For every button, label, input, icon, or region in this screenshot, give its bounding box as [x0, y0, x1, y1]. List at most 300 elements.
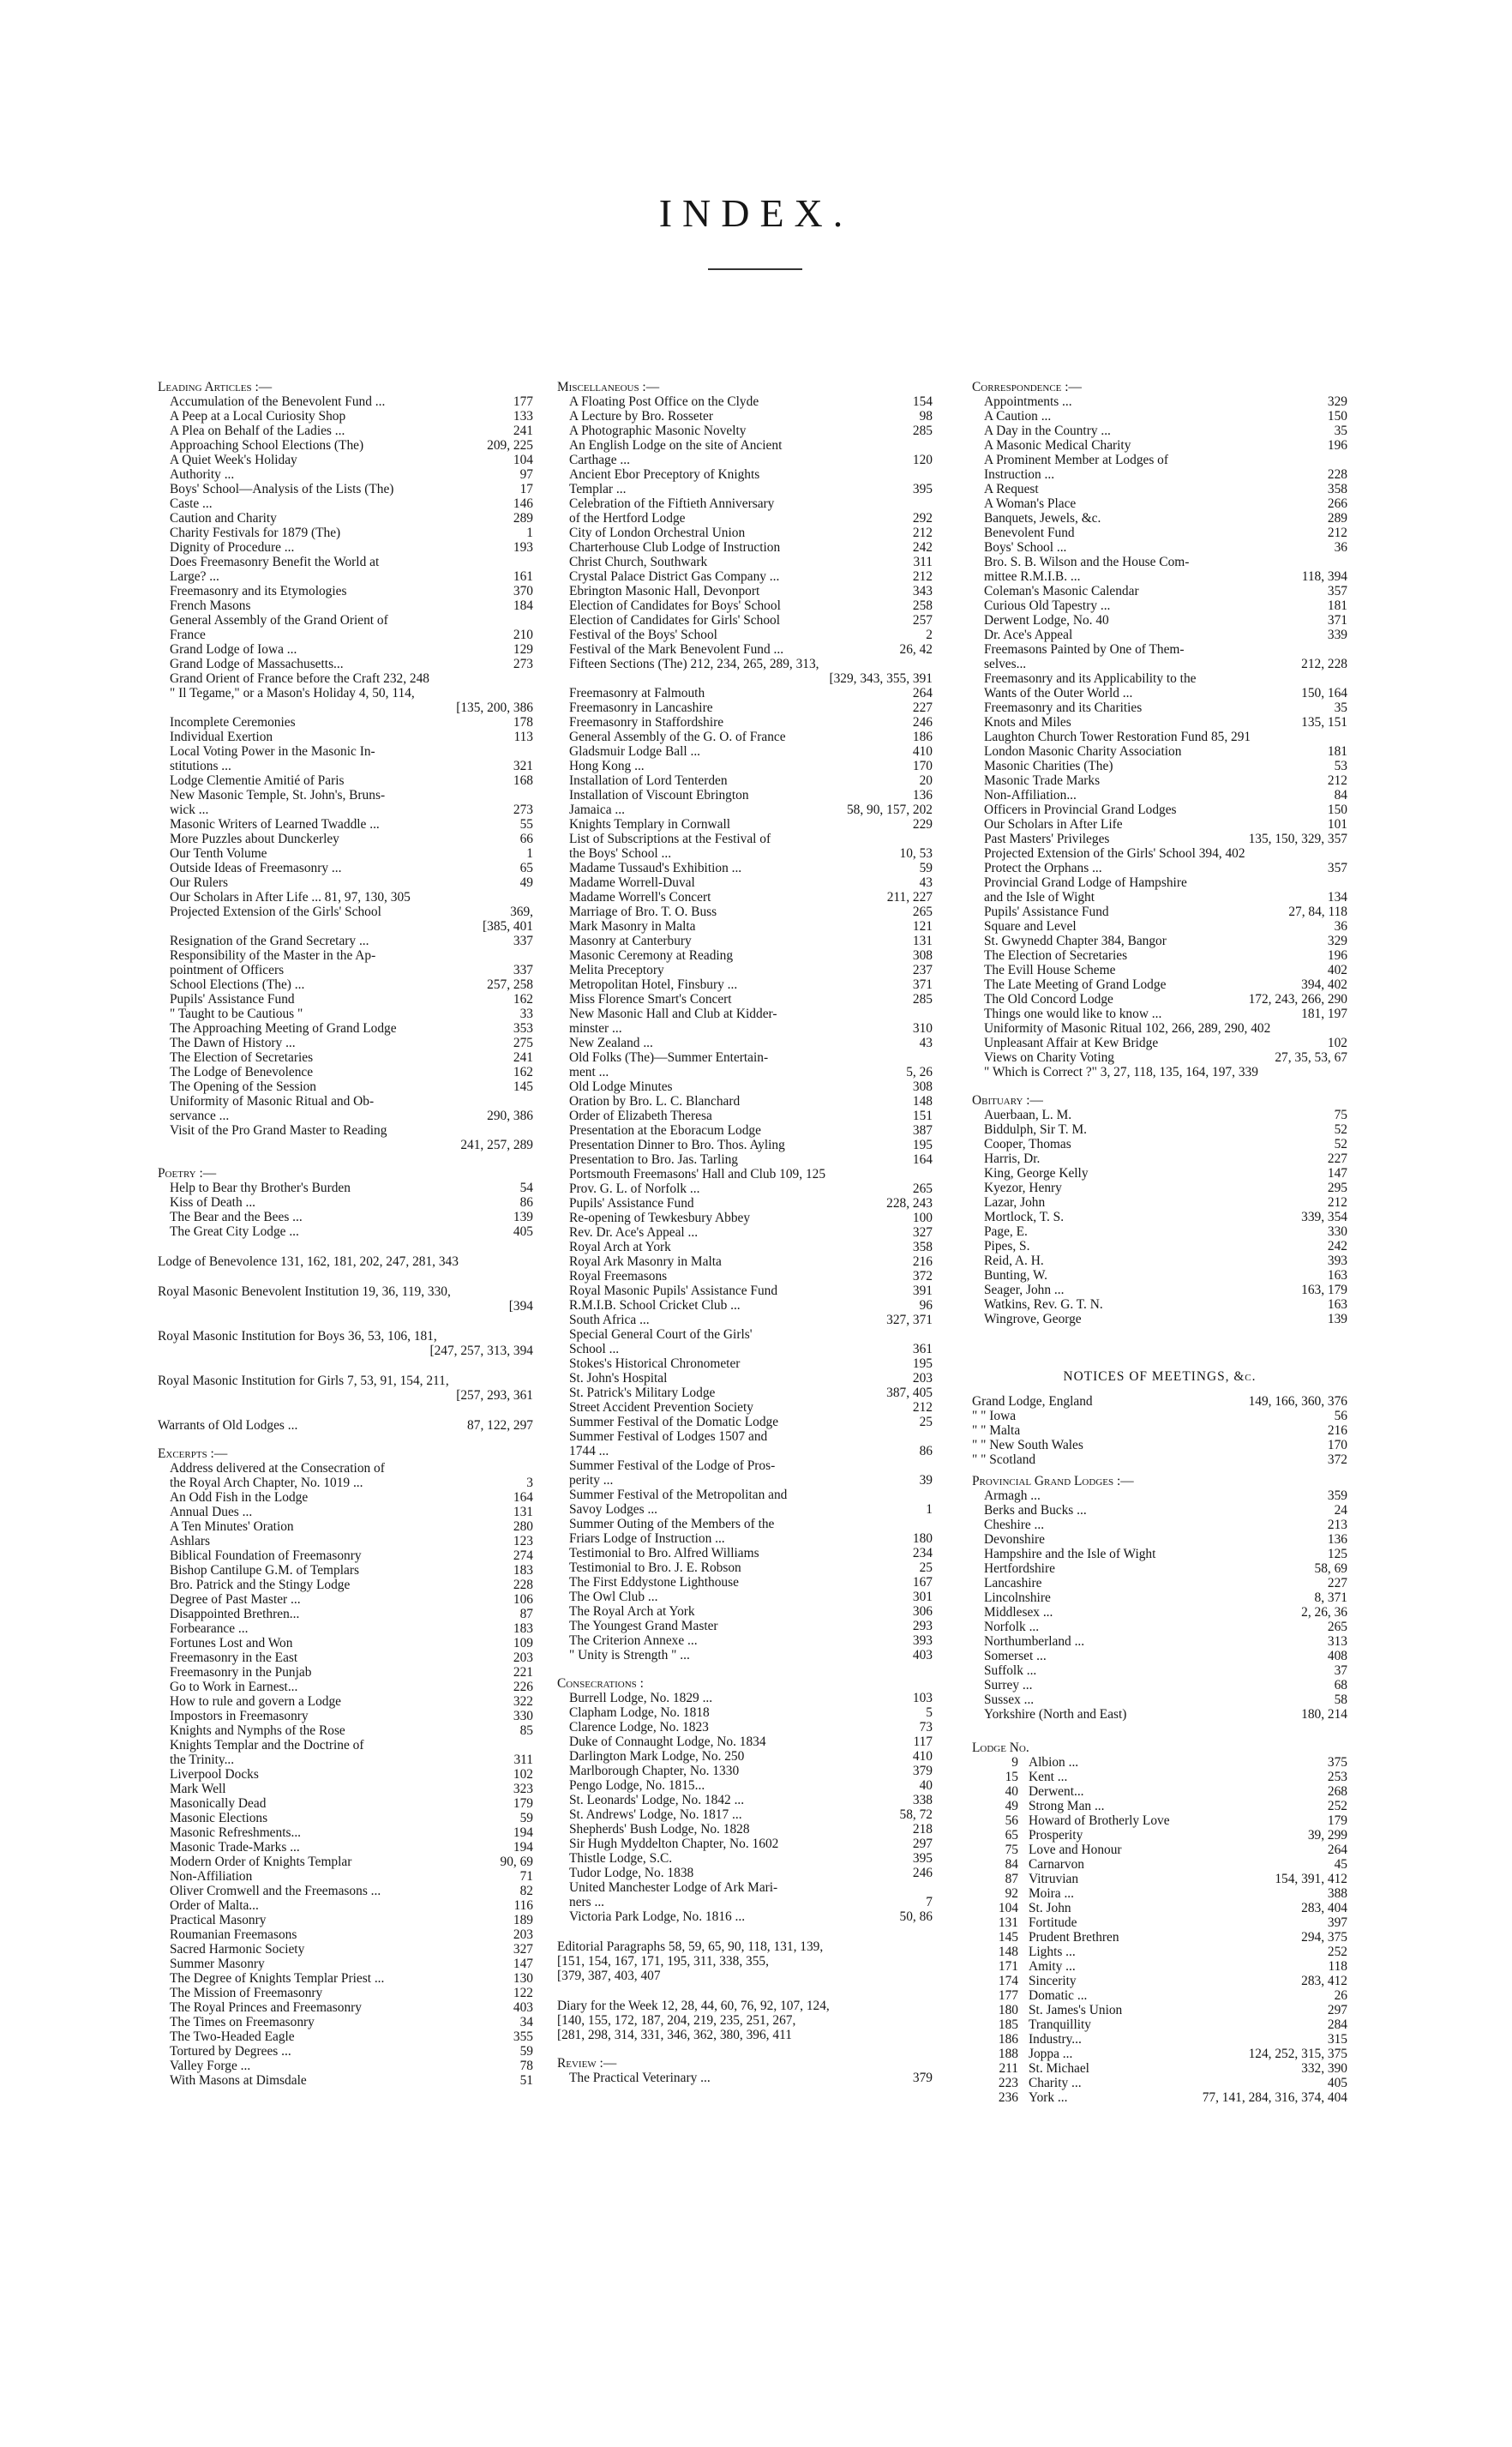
entry-pages	[929, 2013, 933, 2028]
lodge-name: St. Michael	[1029, 2061, 1089, 2076]
entry-pages	[929, 1954, 933, 1969]
entry-pages: 330	[1327, 1224, 1347, 1239]
index-entry	[557, 569, 933, 584]
lodge-entry	[972, 2076, 1347, 2090]
entry-pages: 395	[912, 482, 933, 496]
entry-pages: 24	[1334, 1503, 1347, 1518]
entry-title: The Election of Secretaries	[984, 948, 1128, 963]
entry-pages: 104	[513, 453, 533, 467]
entry-title: Masonic Refreshments...	[170, 1825, 302, 1840]
entry-title: Responsibility of the Master in the Ap-	[170, 948, 376, 963]
lodge-entry	[972, 1886, 1347, 1901]
entry-pages	[1344, 453, 1347, 467]
entry-title: Freemasonry in the Punjab	[170, 1665, 312, 1680]
entry-pages: 125	[1327, 1547, 1347, 1561]
entry-pages: 315	[1327, 2032, 1347, 2047]
index-entry	[557, 1196, 933, 1211]
entry-title: New Masonic Temple, St. John's, Bruns-	[170, 788, 386, 803]
entry-pages: 86	[519, 1195, 533, 1210]
entry-pages: 118	[1328, 1959, 1347, 1974]
page-title: INDEX.	[658, 191, 854, 235]
entry-pages: 87, 122, 297	[467, 1418, 533, 1433]
grand-lodge-list	[972, 1394, 1347, 1467]
entry-pages: 227	[1327, 1151, 1347, 1166]
index-entry	[557, 1895, 933, 1909]
lodge-number: 56	[1005, 1813, 1018, 1828]
entry-title: Freemasonry at Falmouth	[569, 686, 705, 700]
entry-pages: 65	[519, 861, 533, 875]
index-section	[158, 1374, 533, 1403]
entry-pages: 327, 371	[886, 1313, 933, 1327]
index-entry	[557, 1749, 933, 1764]
entry-title: Does Freemasonry Benefit the World at	[170, 555, 380, 569]
entry-pages: 135, 150, 329, 357	[1248, 832, 1347, 846]
entry-title: A Plea on Behalf of the Ladies ...	[170, 424, 345, 438]
index-column-1	[158, 374, 533, 2088]
entry-pages	[1344, 730, 1347, 744]
lodge-name: Kent ...	[1029, 1770, 1068, 1784]
index-entry	[158, 1723, 533, 1738]
entry-title: Madame Worrell-Duval	[569, 875, 695, 890]
entry-pages: 59	[519, 1811, 533, 1825]
index-entry	[158, 657, 533, 671]
index-entry	[158, 948, 533, 963]
entry-title: [379, 387, 403, 407	[557, 1969, 661, 1983]
entry-pages: 178	[513, 715, 533, 730]
index-entry	[557, 1851, 933, 1866]
index-entry	[972, 438, 1347, 453]
entry-pages: 194	[513, 1840, 533, 1855]
entry-pages: 387	[912, 1123, 933, 1138]
entry-title: London Masonic Charity Association	[984, 744, 1182, 759]
lodge-number: 177	[998, 1988, 1018, 2003]
entry-pages: 55	[519, 817, 533, 832]
entry-pages: 227	[1327, 1576, 1347, 1590]
entry-title: The Dawn of History ...	[170, 1036, 296, 1050]
entry-title: Appointments ...	[984, 394, 1072, 409]
index-entry	[158, 1461, 533, 1476]
index-entry	[557, 759, 933, 773]
lodge-number: 40	[1005, 1784, 1018, 1799]
entry-pages: 210	[513, 628, 533, 642]
entry-pages: 53	[1334, 759, 1347, 773]
entry-pages: 130	[513, 1971, 533, 1986]
entry-title: Middlesex ...	[984, 1605, 1053, 1620]
entry-title: Stokes's Historical Chronometer	[569, 1356, 741, 1371]
entry-pages: 241, 257, 289	[460, 1138, 533, 1152]
entry-title: An English Lodge on the site of Ancient	[569, 438, 783, 453]
entry-pages: 289	[1327, 511, 1347, 526]
entry-pages: 371	[1327, 613, 1347, 628]
entry-pages: 265	[1327, 1620, 1347, 1634]
index-entry	[557, 1109, 933, 1123]
entry-pages: 308	[912, 948, 933, 963]
index-entry	[557, 613, 933, 628]
entry-pages: 273	[513, 803, 533, 817]
entry-title: Cooper, Thomas	[984, 1137, 1071, 1151]
entry-pages: 150	[1327, 409, 1347, 424]
index-entry	[158, 1181, 533, 1195]
index-entry	[557, 1211, 933, 1225]
entry-title: Freemasonry and its Applicability to the	[984, 671, 1197, 686]
entry-pages	[530, 1461, 533, 1476]
index-entry	[158, 905, 533, 919]
entry-title: Uniformity of Masonic Ritual 102, 266, 289, 290, 402	[984, 1021, 1271, 1036]
entry-title: Help to Bear thy Brother's Burden	[170, 1181, 351, 1195]
index-entry	[972, 730, 1347, 744]
index-entry	[972, 1620, 1347, 1634]
entry-title: Rev. Dr. Ace's Appeal ...	[569, 1225, 699, 1240]
entry-pages: 113	[513, 730, 533, 744]
entry-pages: 212, 228	[1301, 657, 1347, 671]
lodge-name: York ...	[1029, 2090, 1068, 2105]
index-entry	[158, 730, 533, 744]
entry-pages: 170	[1327, 1438, 1347, 1452]
index-entry	[972, 1503, 1347, 1518]
entry-title: Festival of the Boys' School	[569, 628, 717, 642]
entry-title	[170, 700, 453, 715]
entry-pages: 85	[519, 1723, 533, 1738]
entry-pages: 203	[513, 1650, 533, 1665]
lodge-entry	[972, 2032, 1347, 2047]
entry-pages: 82	[519, 1884, 533, 1898]
index-entry	[972, 424, 1347, 438]
entry-pages: 265	[912, 905, 933, 919]
entry-pages: 229	[912, 817, 933, 832]
index-entry	[557, 1590, 933, 1604]
entry-title: Presentation at the Eboracum Lodge	[569, 1123, 761, 1138]
entry-title: Royal Masonic Institution for Girls 7, 53, 91, 154, 211,	[158, 1374, 449, 1388]
index-entry	[972, 496, 1347, 511]
entry-title: Re-opening of Tewkesbury Abbey	[569, 1211, 751, 1225]
entry-pages: 361	[912, 1342, 933, 1356]
index-entry	[158, 1957, 533, 1971]
index-entry	[972, 1518, 1347, 1532]
index-entry	[557, 1619, 933, 1633]
index-entry	[158, 1254, 533, 1269]
entry-pages: 34	[519, 2015, 533, 2029]
index-entry	[557, 526, 933, 540]
index-entry	[557, 1807, 933, 1822]
index-entry	[557, 1458, 933, 1473]
index-entry	[557, 1575, 933, 1590]
entry-pages: 234	[912, 1546, 933, 1560]
index-entry	[158, 1927, 533, 1942]
entry-pages: 25	[919, 1560, 933, 1575]
index-entry	[557, 1400, 933, 1415]
entry-pages: [329, 343, 355, 391	[829, 671, 933, 686]
entry-pages: 403	[912, 1648, 933, 1662]
entry-title: Accumulation of the Benevolent Fund ...	[170, 394, 386, 409]
entry-pages: 39	[919, 1473, 933, 1488]
index-entry	[158, 817, 533, 832]
index-entry	[158, 438, 533, 453]
entry-pages: 97	[519, 467, 533, 482]
entry-title: St. Patrick's Military Lodge	[569, 1386, 716, 1400]
entry-title: School ...	[569, 1342, 620, 1356]
index-entry	[557, 1793, 933, 1807]
index-entry	[972, 788, 1347, 803]
entry-title: Fifteen Sections (The) 212, 234, 265, 289, 313,	[569, 657, 819, 671]
index-section	[557, 2056, 933, 2085]
section-heading: Obituary :—	[972, 1093, 1043, 1108]
entry-title: Royal Masonic Pupils' Assistance Fund	[569, 1284, 778, 1298]
index-entry	[972, 963, 1347, 977]
index-entry	[557, 934, 933, 948]
index-entry	[158, 540, 533, 555]
index-entry	[158, 555, 533, 569]
entry-pages: 52	[1334, 1122, 1347, 1137]
entry-pages: 162	[513, 992, 533, 1007]
entry-title: How to rule and govern a Lodge	[170, 1694, 342, 1709]
entry-pages: [135, 200, 386	[456, 700, 533, 715]
entry-pages	[929, 1458, 933, 1473]
entry-pages: 96	[919, 1298, 933, 1313]
entry-title: Coleman's Masonic Calendar	[984, 584, 1139, 598]
entry-title: A Ten Minutes' Oration	[170, 1519, 294, 1534]
index-entry	[972, 1021, 1347, 1036]
entry-pages: 1	[926, 1502, 933, 1517]
index-entry	[158, 467, 533, 482]
entry-pages: 78	[519, 2059, 533, 2073]
entry-title: Masonic Ceremony at Reading	[569, 948, 734, 963]
entry-title: Shepherds' Bush Lodge, No. 1828	[569, 1822, 750, 1837]
index-entry	[557, 686, 933, 700]
index-section	[158, 1446, 533, 2088]
entry-title: Royal Ark Masonry in Malta	[569, 1254, 722, 1269]
entry-pages: 329	[1327, 394, 1347, 409]
index-entry	[972, 1297, 1347, 1312]
entry-title: and the Isle of Wight	[984, 890, 1095, 905]
index-entry	[158, 686, 533, 700]
entry-pages: 395	[912, 1851, 933, 1866]
index-entry	[158, 1855, 533, 1869]
entry-pages: 216	[1327, 1423, 1347, 1438]
entry-pages: 66	[519, 832, 533, 846]
entry-pages: 121	[912, 919, 933, 934]
index-entry	[158, 2000, 533, 2015]
entry-pages: 58	[1334, 1692, 1347, 1707]
entry-pages: 134	[1327, 890, 1347, 905]
lodge-number: 188	[998, 2047, 1018, 2061]
index-entry	[158, 569, 533, 584]
entry-title: Dignity of Procedure ...	[170, 540, 295, 555]
entry-pages: 181	[1327, 744, 1347, 759]
index-entry	[972, 555, 1347, 569]
index-entry	[557, 1167, 933, 1181]
index-entry	[972, 628, 1347, 642]
entry-pages: 180, 214	[1301, 1707, 1347, 1722]
lodge-number: 84	[1005, 1857, 1018, 1872]
lodge-name: Sincerity	[1029, 1974, 1077, 1988]
entry-title: The Royal Arch at York	[569, 1604, 695, 1619]
lodge-number: 104	[998, 1901, 1018, 1915]
entry-pages: 147	[513, 1957, 533, 1971]
entry-title: St. John's Hospital	[569, 1371, 668, 1386]
section-entries	[158, 394, 533, 1152]
entry-pages: 133	[513, 409, 533, 424]
entry-title: Warrants of Old Lodges ...	[158, 1418, 298, 1433]
entry-title: The Youngest Grand Master	[569, 1619, 718, 1633]
entry-pages: 329	[1327, 934, 1347, 948]
entry-pages: 297	[912, 1837, 933, 1851]
entry-pages: 394, 402	[1301, 977, 1347, 992]
index-entry	[158, 803, 533, 817]
lodge-entry	[972, 1959, 1347, 1974]
lodge-number: 185	[998, 2017, 1018, 2032]
index-entry	[972, 861, 1347, 875]
entry-title: Sir Hugh Myddelton Chapter, No. 1602	[569, 1837, 779, 1851]
index-entry	[158, 642, 533, 657]
entry-pages	[929, 1939, 933, 1954]
entry-pages: 408	[1327, 1649, 1347, 1663]
entry-title: the Boys' School ...	[569, 846, 672, 861]
index-entry	[158, 1650, 533, 1665]
index-entry	[158, 1224, 533, 1239]
entry-title: Resignation of the Grand Secretary ...	[170, 934, 369, 948]
index-entry	[972, 482, 1347, 496]
entry-pages: 58, 69	[1314, 1561, 1347, 1576]
entry-pages: 40	[919, 1778, 933, 1793]
entry-pages: 212	[912, 526, 933, 540]
entry-title: Provincial Grand Lodge of Hampshire	[984, 875, 1187, 890]
section-entries	[158, 1418, 533, 1433]
index-section	[158, 380, 533, 1152]
entry-title: Caste ...	[170, 496, 213, 511]
index-entry	[158, 1884, 533, 1898]
index-entry	[158, 1592, 533, 1607]
index-entry	[972, 1151, 1347, 1166]
section-heading: Consecrations :	[557, 1676, 644, 1691]
entry-title: Madame Tussaud's Exhibition ...	[569, 861, 742, 875]
index-entry	[972, 1547, 1347, 1561]
entry-title: The Criterion Annexe ...	[569, 1633, 698, 1648]
index-entry	[158, 424, 533, 438]
entry-title: mittee R.M.I.B. ...	[984, 569, 1081, 584]
lodge-number: 171	[998, 1959, 1018, 1974]
entry-title: South Africa ...	[569, 1313, 650, 1327]
entry-title: Annual Dues ...	[170, 1505, 253, 1519]
index-entry	[557, 861, 933, 875]
entry-title: Laughton Church Tower Restoration Fund 85, 291	[984, 730, 1251, 744]
entry-title: Election of Candidates for Boys' School	[569, 598, 781, 613]
index-entry	[557, 977, 933, 992]
entry-title: Summer Masonry	[170, 1957, 265, 1971]
lodge-entry	[972, 2047, 1347, 2061]
lodge-entry	[972, 1915, 1347, 1930]
entry-pages: 292	[912, 511, 933, 526]
index-entry	[972, 744, 1347, 759]
entry-title: City of London Orchestral Union	[569, 526, 746, 540]
index-entry	[557, 1969, 933, 1983]
entry-title: The Opening of the Session	[170, 1079, 316, 1094]
entry-pages: 172, 243, 266, 290	[1248, 992, 1347, 1007]
entry-pages: 120	[912, 453, 933, 467]
entry-title: Freemasonry in Lancashire	[569, 700, 713, 715]
index-entry	[972, 1122, 1347, 1137]
entry-title: Non-Affiliation	[170, 1869, 253, 1884]
entry-pages: 71	[519, 1869, 533, 1884]
index-entry	[158, 2015, 533, 2029]
entry-pages: 5	[926, 1705, 933, 1720]
index-entry	[557, 1225, 933, 1240]
index-entry	[158, 1138, 533, 1152]
entry-title: Summer Festival of Lodges 1507 and	[569, 1429, 768, 1444]
entry-title: Valley Forge ...	[170, 2059, 251, 2073]
index-entry	[158, 919, 533, 934]
entry-title: French Masons	[170, 598, 251, 613]
index-entry	[557, 773, 933, 788]
entry-pages: 33	[519, 1007, 533, 1021]
section-heading: Excerpts :—	[158, 1446, 228, 1461]
entry-pages: 275	[513, 1036, 533, 1050]
entry-title: A Photographic Masonic Novelty	[569, 424, 747, 438]
index-entry	[158, 1796, 533, 1811]
entry-pages	[929, 1488, 933, 1502]
lodge-number: 87	[1005, 1872, 1018, 1886]
index-entry	[158, 1021, 533, 1036]
entry-title: King, George Kelly	[984, 1166, 1089, 1181]
entry-pages: 338	[912, 1793, 933, 1807]
index-section	[972, 1093, 1347, 1326]
index-entry	[158, 1898, 533, 1913]
entry-title: Masonically Dead	[170, 1796, 267, 1811]
index-entry	[972, 759, 1347, 773]
section-entries	[557, 1691, 933, 1924]
index-entry	[972, 1137, 1347, 1151]
entry-title: Bro. Patrick and the Stingy Lodge	[170, 1578, 351, 1592]
index-entry	[158, 1986, 533, 2000]
entry-pages	[530, 555, 533, 569]
notices-heading: NOTICES OF MEETINGS, &c.	[1063, 1369, 1257, 1384]
entry-pages: [247, 257, 313, 394	[429, 1344, 533, 1358]
entry-pages	[1344, 671, 1347, 686]
entry-pages: 183	[513, 1563, 533, 1578]
index-entry	[158, 1563, 533, 1578]
index-entry	[557, 1880, 933, 1895]
entry-title: " Il Tegame," or a Mason's Holiday 4, 50, 114,	[170, 686, 415, 700]
entry-pages: 237	[912, 963, 933, 977]
entry-title: Incomplete Ceremonies	[170, 715, 296, 730]
entry-pages: 358	[1327, 482, 1347, 496]
index-entry	[972, 511, 1347, 526]
entry-pages: 161	[513, 569, 533, 584]
index-entry	[557, 1531, 933, 1546]
index-entry	[557, 1546, 933, 1560]
index-entry	[972, 453, 1347, 467]
entry-title: The Owl Club ...	[569, 1590, 658, 1604]
entry-pages: 252	[1327, 1945, 1347, 1959]
entry-pages: 1	[526, 526, 533, 540]
entry-title: Festival of the Mark Benevolent Fund ...	[569, 642, 784, 657]
index-entry	[557, 511, 933, 526]
index-entry	[972, 686, 1347, 700]
index-entry	[557, 890, 933, 905]
index-section	[158, 1166, 533, 1239]
index-entry	[972, 1438, 1347, 1452]
entry-title: " " Iowa	[972, 1409, 1017, 1423]
index-entry	[557, 1939, 933, 1954]
entry-pages: 410	[912, 744, 933, 759]
entry-pages	[929, 1167, 933, 1181]
entry-pages: 246	[912, 1866, 933, 1880]
index-entry	[972, 948, 1347, 963]
entry-pages	[530, 1374, 533, 1388]
entry-pages: 257	[912, 613, 933, 628]
index-entry	[557, 948, 933, 963]
entry-title: More Puzzles about Dunckerley	[170, 832, 339, 846]
entry-title: The Mission of Freemasonry	[170, 1986, 323, 2000]
